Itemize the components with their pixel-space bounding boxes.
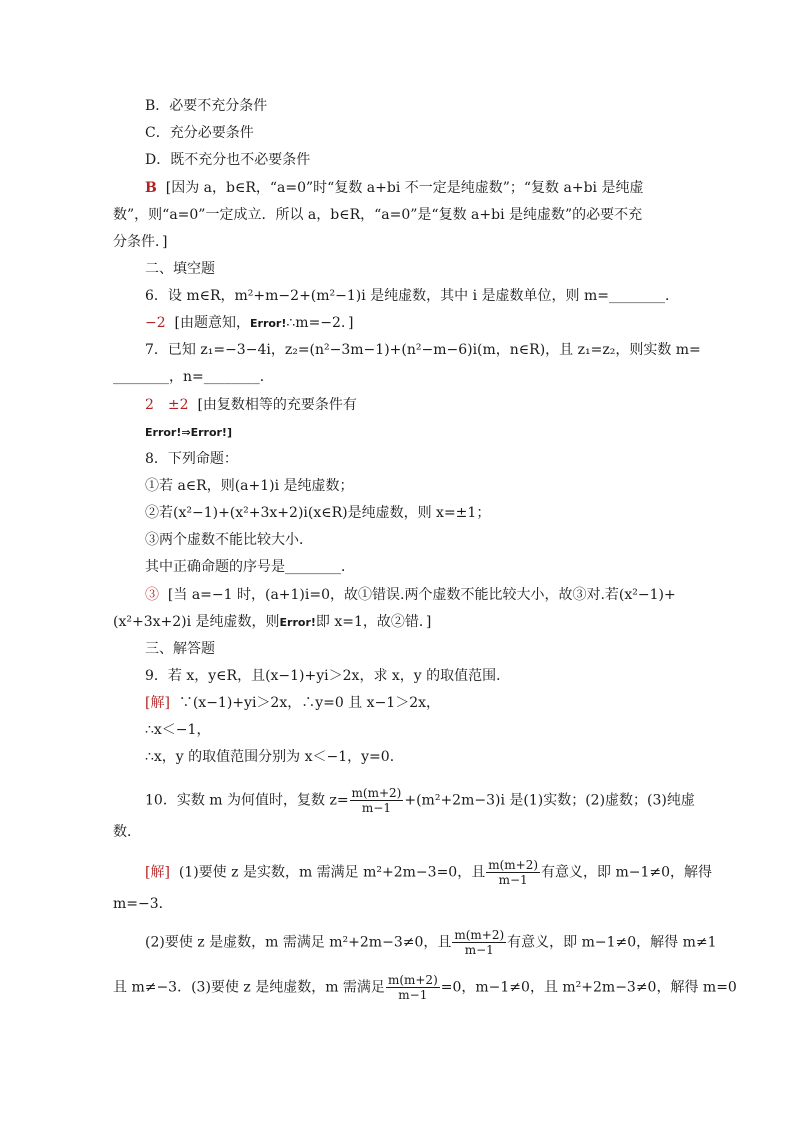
question-10-line-2: 数．: [113, 824, 141, 840]
fraction-numerator: m(m+2): [488, 858, 539, 872]
answer-7-error-line: Error!⇒Error!]: [145, 426, 232, 439]
question-10-post: +(m²+2m−3)i 是(1)实数；(2)虚数；(3)纯虚: [404, 792, 695, 809]
answer-9-line-2: ∴x＜−1，: [145, 722, 211, 738]
question-8-item-3: ③两个虚数不能比较大小．: [145, 532, 313, 548]
answer-9-text-1: ∵(x−1)+yi＞2x，∴y=0 且 x−1＞2x，: [178, 695, 441, 711]
answer-10-l4-pre: 且 m≠−3．(3)要使 z 是纯虚数，m 需满足: [113, 979, 385, 996]
answer-10-l3-pre: (2)要使 z 是虚数，m 需满足 m²+2m−3≠0，且: [145, 934, 452, 951]
answer-5-text-1: [因为 a，b∈R，“a=0”时“复数 a+bi 不一定是纯虚数”；“复数 a+bi 是纯虚: [165, 180, 644, 196]
answer-7-value: 2 ±2: [145, 397, 189, 413]
section-fill-in: 二、填空题: [145, 261, 215, 277]
answer-10-l3-post: 有意义，即 m−1≠0，解得 m≠1: [507, 934, 717, 951]
question-10-pre: 10．实数 m 为何值时，复数 z=: [145, 792, 349, 809]
answer-10-l1-pre: (1)要使 z 是实数，m 需满足 m²+2m−3=0，且: [178, 864, 486, 881]
answer-5-line-1: [145, 178, 643, 198]
fraction-numerator: m(m+2): [387, 973, 438, 987]
answer-8-line-1: [145, 585, 676, 605]
question-8: 8．下列命题：: [145, 451, 238, 467]
answer-7: [145, 395, 357, 415]
answer-6-pre: [由题意知，: [174, 315, 251, 331]
answer-10-line-1: [145, 858, 712, 887]
answer-8-text-1: [当 a=−1 时，(a+1)i=0，故①错误.两个虚数不能比较大小，故③对.若(x²−1)+: [167, 587, 676, 603]
answer-9-line-1: [145, 693, 440, 713]
fraction: [486, 858, 540, 887]
section-solve: 三、解答题: [145, 641, 215, 657]
answer-10-line-4: [113, 973, 737, 1002]
option-d: D．既不充分也不必要条件: [145, 152, 311, 168]
question-7-line-2: ________，n=________．: [113, 369, 274, 385]
question-9: 9．若 x，y∈R，且(x−1)+yi＞2x，求 x，y 的取值范围．: [145, 668, 511, 684]
answer-6-post: ∴m=−2．]: [286, 315, 354, 331]
answer-5-line-2: 数”，则“a=0”一定成立．所以 a，b∈R，“a=0”是“复数 a+bi 是纯虚数”的必要不充: [113, 207, 643, 223]
fraction-denominator: m−1: [464, 943, 494, 957]
answer-7-text: [由复数相等的充要条件有: [197, 397, 357, 413]
question-8-item-1: ①若 a∈R，则(a+1)i 是纯虚数；: [145, 478, 354, 494]
answer-8-line-2: [113, 612, 431, 633]
fraction: [452, 928, 506, 957]
fraction: [350, 786, 404, 815]
fraction-numerator: m(m+2): [351, 786, 402, 800]
answer-8-value: ③: [145, 587, 159, 603]
answer-5-letter: B: [145, 180, 157, 196]
fraction-denominator: m−1: [361, 801, 391, 815]
answer-8-error: Error!: [279, 616, 316, 629]
answer-6-value: −2: [145, 315, 166, 331]
answer-10-l1-post: 有意义，即 m−1≠0，解得: [541, 864, 713, 881]
option-b: B．必要不充分条件: [145, 98, 268, 114]
question-8-item-2: ②若(x²−1)+(x²+3x+2)i(x∈R)是纯虚数，则 x=±1；: [145, 505, 491, 521]
fraction: [386, 973, 440, 1002]
answer-9-tag: [解]: [145, 695, 170, 711]
question-6: 6．设 m∈R，m²+m−2+(m²−1)i 是纯虚数，其中 i 是虚数单位，则 m=________．: [145, 288, 680, 304]
answer-9-line-3: ∴x，y 的取值范围分别为 x＜−1，y=0．: [145, 749, 404, 765]
answer-6: [145, 313, 353, 334]
answer-8-post: 即 x=1，故②错．]: [315, 614, 432, 630]
answer-10-line-2: m=−3．: [113, 896, 173, 912]
fraction-numerator: m(m+2): [454, 928, 505, 942]
fraction-denominator: m−1: [498, 873, 528, 887]
answer-10-line-3: [145, 928, 717, 957]
question-8-ask: 其中正确命题的序号是________．: [145, 559, 355, 575]
question-7-line-1: 7．已知 z₁=−3−4i，z₂=(n²−3m−1)+(n²−m−6)i(m，n∈R)，且 z₁=z₂，则实数 m=: [145, 342, 701, 358]
answer-10-l4-post: =0，m−1≠0，且 m²+2m−3≠0，解得 m=0: [440, 979, 737, 996]
answer-8-pre: (x²+3x+2)i 是纯虚数，则: [113, 614, 280, 630]
answer-6-error: Error!: [250, 317, 287, 330]
question-10-line-1: [145, 786, 695, 815]
answer-5-line-3: 分条件．]: [113, 234, 168, 250]
answer-10-tag: [解]: [145, 864, 170, 881]
option-c: C．充分必要条件: [145, 125, 254, 141]
fraction-denominator: m−1: [398, 988, 428, 1002]
